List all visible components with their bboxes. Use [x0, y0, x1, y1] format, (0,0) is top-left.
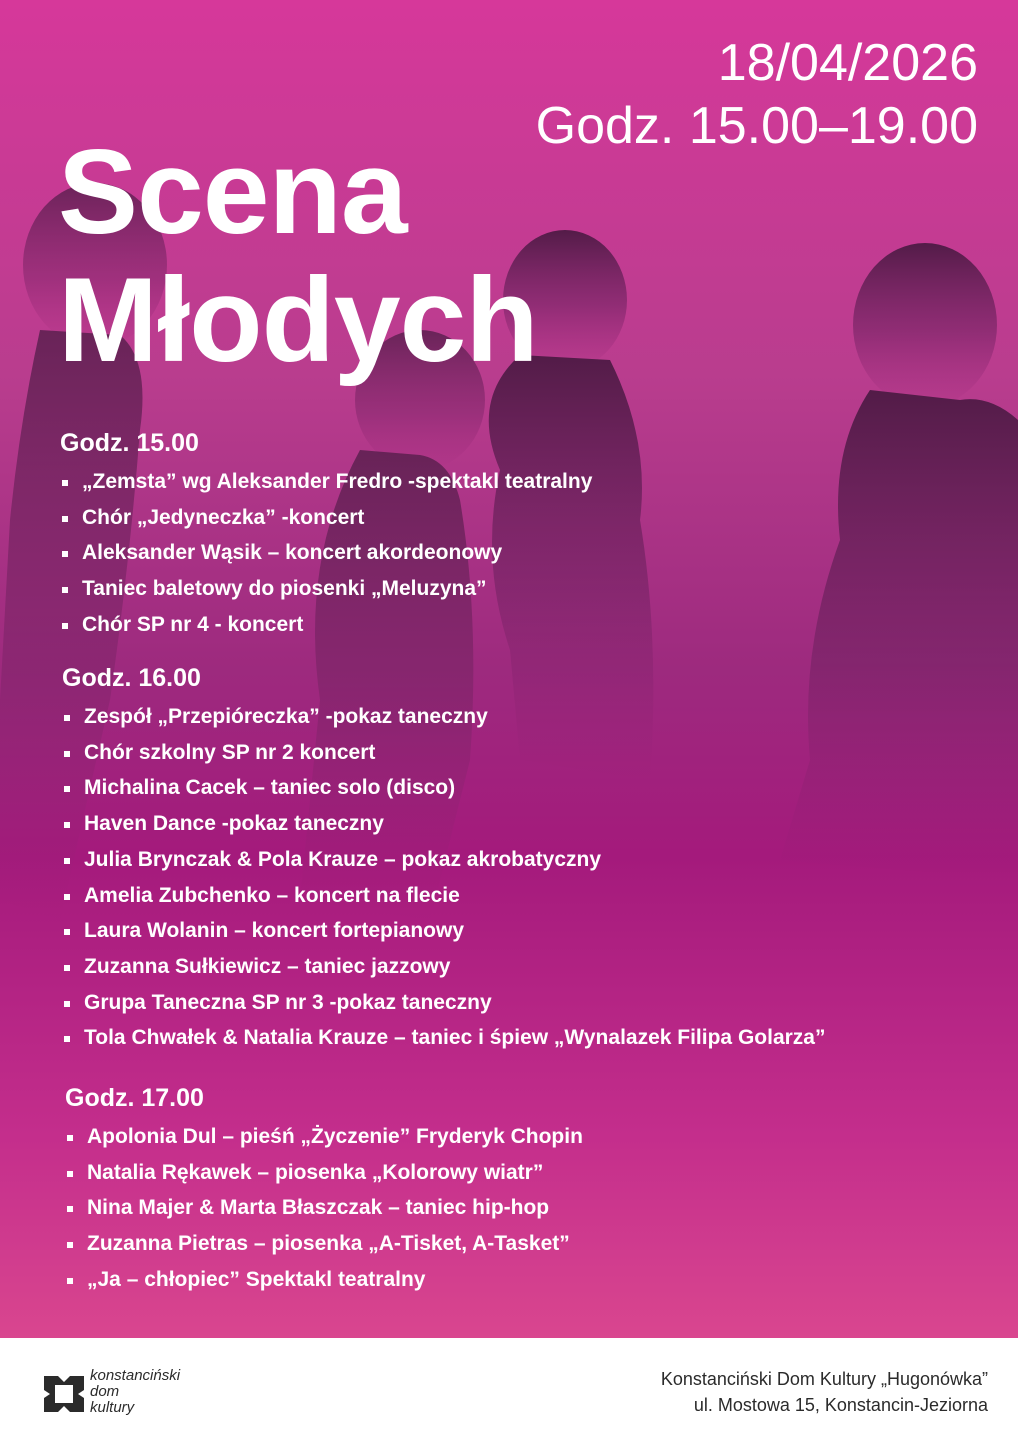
- program-item: Haven Dance -pokaz taneczny: [62, 806, 825, 842]
- program-list: [62, 699, 825, 1056]
- section-heading: Godz. 16.00: [62, 664, 201, 692]
- venue-name: Konstanciński Dom Kultury „Hugonówka”: [660, 1369, 988, 1389]
- program-item: Zuzanna Sułkiewicz – taniec jazzowy: [62, 949, 825, 985]
- program-item: Laura Wolanin – koncert fortepianowy: [62, 913, 825, 949]
- schedule-section-16: [62, 661, 825, 1056]
- title-line-2: Młodych: [58, 253, 538, 387]
- program-item: Chór „Jedyneczka” -koncert: [60, 500, 592, 536]
- program-item: Chór SP nr 4 - koncert: [60, 607, 592, 643]
- event-date-time: [536, 32, 978, 158]
- title-line-1: Scena: [58, 125, 407, 259]
- program-list: [65, 1119, 583, 1298]
- program-item: Taniec baletowy do piosenki „Meluzyna”: [60, 571, 592, 607]
- logo-line-1: konstanciński: [90, 1367, 181, 1384]
- footer: [0, 1338, 1018, 1440]
- program-item: Zespół „Przepióreczka” -pokaz taneczny: [62, 699, 825, 735]
- program-item: Apolonia Dul – pieśń „Życzenie” Fryderyk Chopin: [65, 1119, 583, 1155]
- program-item: Michalina Cacek – taniec solo (disco): [62, 770, 825, 806]
- section-heading: Godz. 15.00: [60, 429, 199, 457]
- program-item: Julia Brynczak & Pola Krauze – pokaz akrobatyczny: [62, 842, 825, 878]
- program-item: Tola Chwałek & Natalia Krauze – taniec i śpiew „Wynalazek Filipa Golarza”: [62, 1020, 825, 1056]
- program-item: „Ja – chłopiec” Spektakl teatralny: [65, 1262, 583, 1298]
- program-item: Natalia Rękawek – piosenka „Kolorowy wiatr”: [65, 1155, 583, 1191]
- program-item: Grupa Taneczna SP nr 3 -pokaz taneczny: [62, 985, 825, 1021]
- event-date: 18/04/2026: [717, 34, 978, 92]
- program-item: Zuzanna Pietras – piosenka „A-Tisket, A-Tasket”: [65, 1226, 583, 1262]
- schedule-section-15: [60, 426, 592, 643]
- program-item: Aleksander Wąsik – koncert akordeonowy: [60, 535, 592, 571]
- logo-line-2: dom: [90, 1383, 120, 1400]
- kdk-logo: [40, 1368, 230, 1420]
- logo-line-3: kultury: [90, 1399, 135, 1416]
- schedule-section-17: [65, 1081, 583, 1298]
- venue-address: [661, 1366, 988, 1418]
- program-item: Amelia Zubchenko – koncert na flecie: [62, 878, 825, 914]
- kdk-logo-icon: [40, 1372, 88, 1416]
- poster-title: [58, 125, 538, 387]
- logo-wordmark: [90, 1368, 180, 1416]
- program-item: Chór szkolny SP nr 2 koncert: [62, 735, 825, 771]
- program-item: „Zemsta” wg Aleksander Fredro -spektakl teatralny: [60, 464, 592, 500]
- program-item: Nina Majer & Marta Błaszczak – taniec hip-hop: [65, 1190, 583, 1226]
- program-list: [60, 464, 592, 643]
- event-time: Godz. 15.00–19.00: [535, 97, 978, 155]
- venue-street: ul. Mostowa 15, Konstancin-Jeziorna: [693, 1395, 988, 1415]
- section-heading: Godz. 17.00: [65, 1084, 204, 1112]
